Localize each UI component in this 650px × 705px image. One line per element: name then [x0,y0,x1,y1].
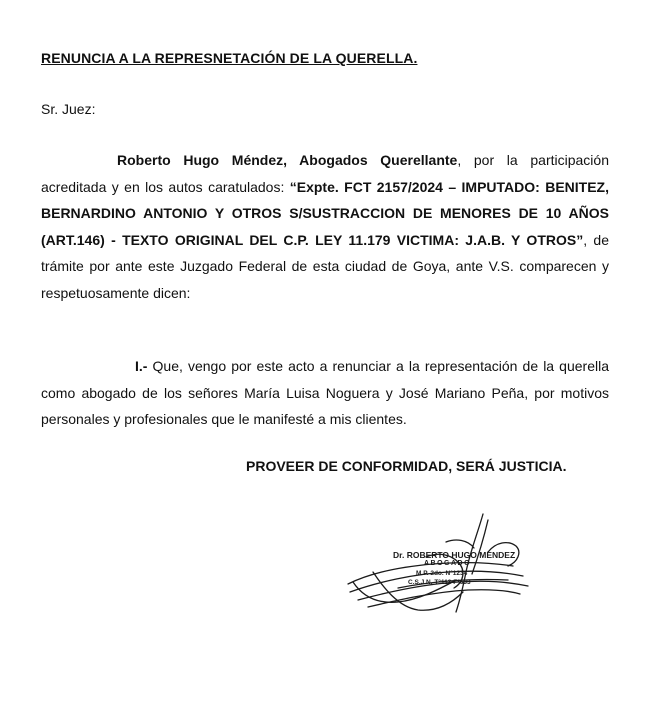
stamp-registration: M.P. 2do. N°1234 [416,570,468,577]
paragraph-presentation [41,147,609,306]
stamp-role: ABOGADO [424,560,472,567]
stamp-federal: C.S.J.N. T°113 F°633 [408,579,471,586]
document-title: RENUNCIA A LA REPRESNETACIÓN DE LA QUERELLA. [41,50,418,66]
closing-formula: PROVEER DE CONFORMIDAD, SERÁ JUSTICIA. [246,458,567,474]
signature-block [338,512,558,617]
party-name: Roberto Hugo Méndez, Abogados Querellante [117,152,458,168]
paragraph-text: Que, vengo por este acto a renunciar a la representación de la querella como abogado de los señores María Luisa Noguera y José Mariano Peña, por motivos personales y profesionales que le manifesté a mis clientes. [41,358,609,427]
salutation: Sr. Juez: [41,101,96,117]
paragraph-text: , de trámite por ante este Juzgado Federal de esta ciudad de Goya, ante V.S. comparecen y respetuosamente dicen: [41,231,609,301]
section-numeral: I.- [135,358,148,374]
case-title: “Expte. FCT 2157/2024 – IMPUTADO: BENITEZ, BERNARDINO ANTONIO Y OTROS S/SUSTRACCION DE MENORES DE 10 AÑOS (ART.146) - TEXTO ORIGINAL DEL C.P. LEY 11.179 VICTIMA: J.A.B. Y OTROS” [41,178,609,248]
stamp-name: Dr. ROBERTO HUGO MENDEZ [393,550,516,560]
paragraph-text: , por la participación acreditada y en los autos caratulados: [41,152,609,195]
paragraph-renunciation [41,353,609,433]
